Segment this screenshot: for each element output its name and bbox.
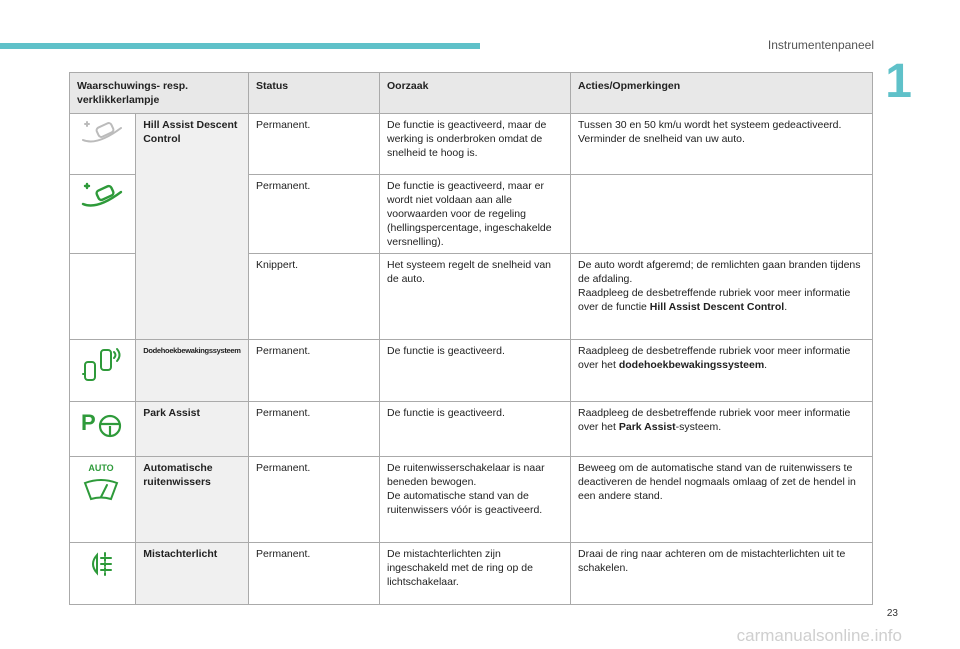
action-cell: [571, 175, 873, 254]
wipers-label: Automatische ruitenwissers: [136, 457, 249, 543]
empty-icon-cell: [70, 254, 136, 340]
watermark-text: carmanualsonline.info: [736, 626, 902, 645]
action-cell: [571, 114, 873, 175]
park-assist-icon: [70, 402, 136, 457]
status-cell: Permanent.: [249, 543, 380, 605]
cause-cell: De functie is geactiveerd, maar er wordt niet voldaan aan alle voorwaarden voor de regeling (hellingspercentage, ingeschakelde versnelling).: [380, 175, 571, 254]
top-accent-bar: [0, 43, 480, 49]
cause-cell: [380, 457, 571, 543]
action-text: [578, 286, 865, 314]
blind-spot-label: Dodehoekbewakingssysteem: [136, 340, 249, 402]
header-actions: Acties/Opmerkingen: [571, 73, 873, 114]
header-cause: Oorzaak: [380, 73, 571, 114]
action-text-bold: Hill Assist Descent Control: [649, 301, 785, 313]
hill-assist-off-icon: [70, 114, 136, 175]
action-text: Verminder de snelheid van uw auto.: [578, 133, 745, 145]
table-row: [70, 543, 873, 605]
blind-spot-icon: [70, 340, 136, 402]
auto-wiper-icon: [70, 457, 136, 543]
status-cell: Permanent.: [249, 402, 380, 457]
cause-cell: De functie is geactiveerd.: [380, 340, 571, 402]
header-status: Status: [249, 73, 380, 114]
action-cell: [571, 340, 873, 402]
hill-assist-on-icon: [70, 175, 136, 254]
table-row: [70, 402, 873, 457]
hill-assist-label: Hill Assist Descent Control: [136, 114, 249, 340]
auto-wiper-icon-label: AUTO: [88, 463, 114, 473]
action-text: De auto wordt afgeremd; de remlichten gaan branden tijdens de afdaling.: [578, 259, 861, 285]
action-text-part: Raadpleeg de desbetreffende rubriek voor meer informatie over het: [578, 345, 851, 371]
page-number: 23: [886, 608, 898, 619]
action-cell: [571, 254, 873, 340]
cause-cell: De functie is geactiveerd.: [380, 402, 571, 457]
table-row: [70, 457, 873, 543]
cause-cell: De functie is geactiveerd, maar de werking is onderbroken omdat de snelheid te hoog is.: [380, 114, 571, 175]
action-cell: Draai de ring naar achteren om de mistachterlichten uit te schakelen.: [571, 543, 873, 605]
fog-light-label: Mistachterlicht: [136, 543, 249, 605]
cause-text: De automatische stand van de ruitenwissers vóór is geactiveerd.: [387, 490, 543, 516]
action-cell: Beweeg om de automatische stand van de ruitenwissers te deactiveren de hendel nogmaals omlaag of zet de hendel in een andere stand.: [571, 457, 873, 543]
action-text-bold: Park Assist: [618, 421, 676, 433]
action-text-part: .: [764, 359, 768, 371]
action-text-part: .: [784, 301, 788, 313]
status-cell: Permanent.: [249, 457, 380, 543]
action-text-part: Raadpleeg de desbetreffende rubriek voor meer informatie over het: [578, 407, 851, 433]
status-cell: Permanent.: [249, 114, 380, 175]
cause-text: De ruitenwisserschakelaar is naar beneden bewogen.: [387, 462, 545, 488]
action-cell: [571, 402, 873, 457]
action-text-bold: dodehoekbewakingssysteem: [618, 359, 765, 371]
park-assist-icon-letter: P: [81, 410, 96, 435]
table-header-row: [70, 73, 873, 114]
table-row: [70, 114, 873, 175]
header-warning-light: Waarschuwings- resp. verklikkerlampje: [70, 73, 249, 114]
action-text-part: Raadpleeg de desbetreffende rubriek voor meer informatie over de functie: [578, 287, 851, 313]
rear-fog-light-icon: [70, 543, 136, 605]
chapter-number: 1: [885, 55, 912, 108]
action-text: Tussen 30 en 50 km/u wordt het systeem gedeactiveerd.: [578, 119, 842, 131]
action-text-part: -systeem.: [675, 421, 722, 433]
park-assist-label: Park Assist: [136, 402, 249, 457]
warning-lights-table: [69, 72, 873, 605]
table-row: [70, 340, 873, 402]
cause-cell: Het systeem regelt de snelheid van de auto.: [380, 254, 571, 340]
status-cell: Permanent.: [249, 175, 380, 254]
cause-cell: De mistachterlichten zijn ingeschakeld met de ring op de lichtschakelaar.: [380, 543, 571, 605]
status-cell: Knippert.: [249, 254, 380, 340]
section-title: Instrumentenpaneel: [767, 38, 874, 52]
status-cell: Permanent.: [249, 340, 380, 402]
